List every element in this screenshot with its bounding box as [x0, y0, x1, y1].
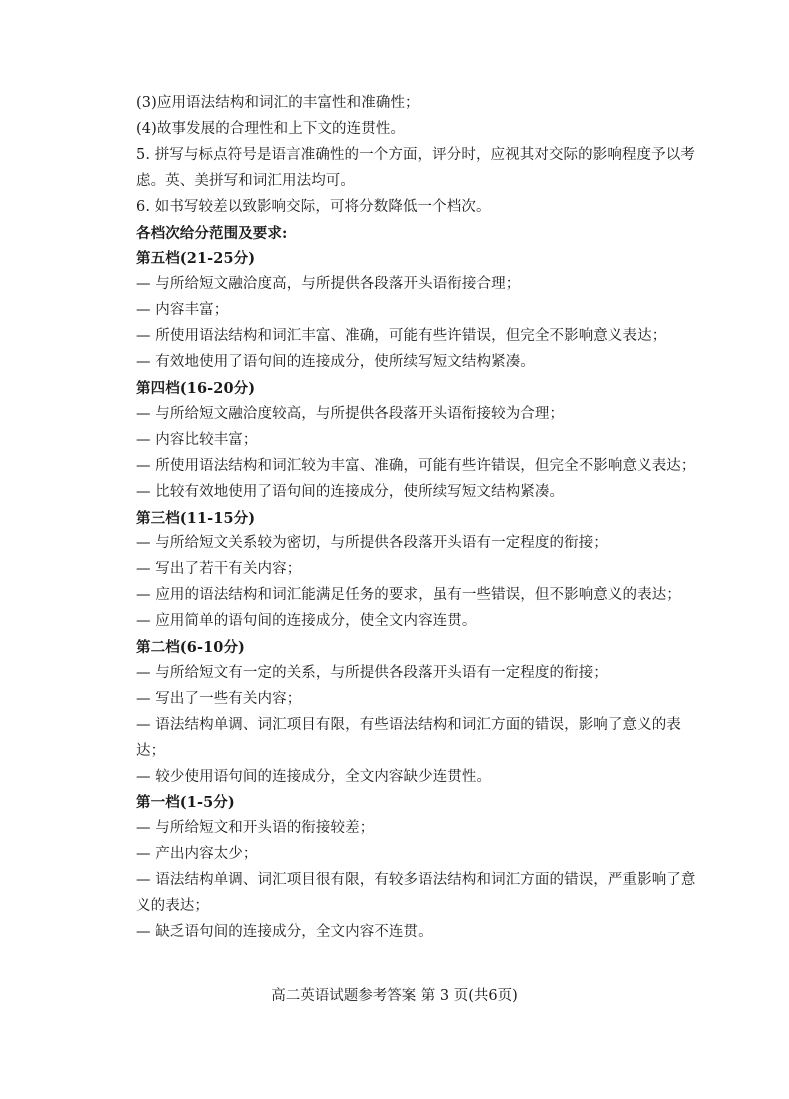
band-5-item: — 有效地使用了语句间的连接成分，使所续写短文结构紧凑。	[136, 354, 535, 371]
note-5-line-2: 虑。英、美拼写和词汇用法均可。	[136, 172, 355, 189]
band-1-item: — 与所给短文和开头语的衔接较差；	[136, 820, 375, 837]
band-1-item: — 产出内容太少；	[136, 846, 258, 863]
band-4-item: — 与所给短文融洽度较高，与所提供各段落开头语衔接较为合理；	[136, 405, 565, 422]
note-6: 6. 如书写较差以致影响交际，可将分数降低一个档次。	[136, 198, 491, 215]
band-1-item: — 缺乏语句间的连接成分，全文内容不连贯。	[136, 924, 433, 940]
band-3-item: — 与所给短文关系较为密切，与所提供各段落开头语有一定程度的衔接；	[136, 535, 608, 552]
band-5-item: — 内容丰富；	[136, 302, 229, 319]
band-1-item: — 语法结构单调、词汇项目很有限，有较多语法结构和词汇方面的错误，严重影响了意	[136, 872, 696, 889]
band-3-heading: 第三档(11-15分)	[136, 509, 256, 527]
criterion-4: (4)故事发展的合理性和上下文的连贯性。	[136, 120, 406, 137]
grading-requirements-heading: 各档次给分范围及要求:	[136, 224, 288, 242]
band-2-item: — 写出了一些有关内容；	[136, 690, 302, 707]
band-4-heading: 第四档(16-20分)	[136, 379, 256, 397]
band-3-item: — 应用的语法结构和词汇能满足任务的要求，虽有一些错误，但不影响意义的表达；	[136, 587, 681, 604]
band-2-item: — 与所给短文有一定的关系，与所提供各段落开头语有一定程度的衔接；	[136, 664, 608, 681]
band-2-heading: 第二档(6-10分)	[136, 639, 246, 657]
note-5-line-1: 5. 拼写与标点符号是语言准确性的一个方面，评分时，应视其对交际的影响程度予以考	[136, 146, 695, 163]
band-5-item: — 与所给短文融洽度高，与所提供各段落开头语衔接合理；	[136, 276, 521, 293]
band-4-item: — 所使用语法结构和词汇较为丰富、准确，可能有些许错误，但完全不影响意义表达；	[136, 457, 696, 474]
band-2-item-continuation: 达；	[136, 742, 166, 759]
criterion-3: (3)应用语法结构和词汇的丰富性和准确性；	[136, 95, 420, 111]
answer-key-body	[136, 91, 726, 946]
band-5-heading: 第五档(21-25分)	[136, 250, 256, 268]
band-4-item: — 比较有效地使用了语句间的连接成分，使所续写短文结构紧凑。	[136, 483, 565, 500]
page-footer: 高二英语试题参考答案 第 3 页(共6页)	[271, 988, 518, 1004]
band-2-item: — 较少使用语句间的连接成分，全文内容缺少连贯性。	[136, 768, 492, 785]
band-3-item: — 应用简单的语句间的连接成分，使全文内容连贯。	[136, 613, 477, 630]
band-3-item: — 写出了若干有关内容；	[136, 561, 302, 578]
band-1-heading: 第一档(1-5分)	[136, 794, 235, 812]
band-1-item-continuation: 义的表达；	[136, 898, 209, 915]
band-5-item: — 所使用语法结构和词汇丰富、准确，可能有些许错误，但完全不影响意义表达；	[136, 328, 667, 345]
band-2-item: — 语法结构单调、词汇项目有限，有些语法结构和词汇方面的错误，影响了意义的表	[136, 716, 681, 733]
band-4-item: — 内容比较丰富；	[136, 431, 258, 448]
